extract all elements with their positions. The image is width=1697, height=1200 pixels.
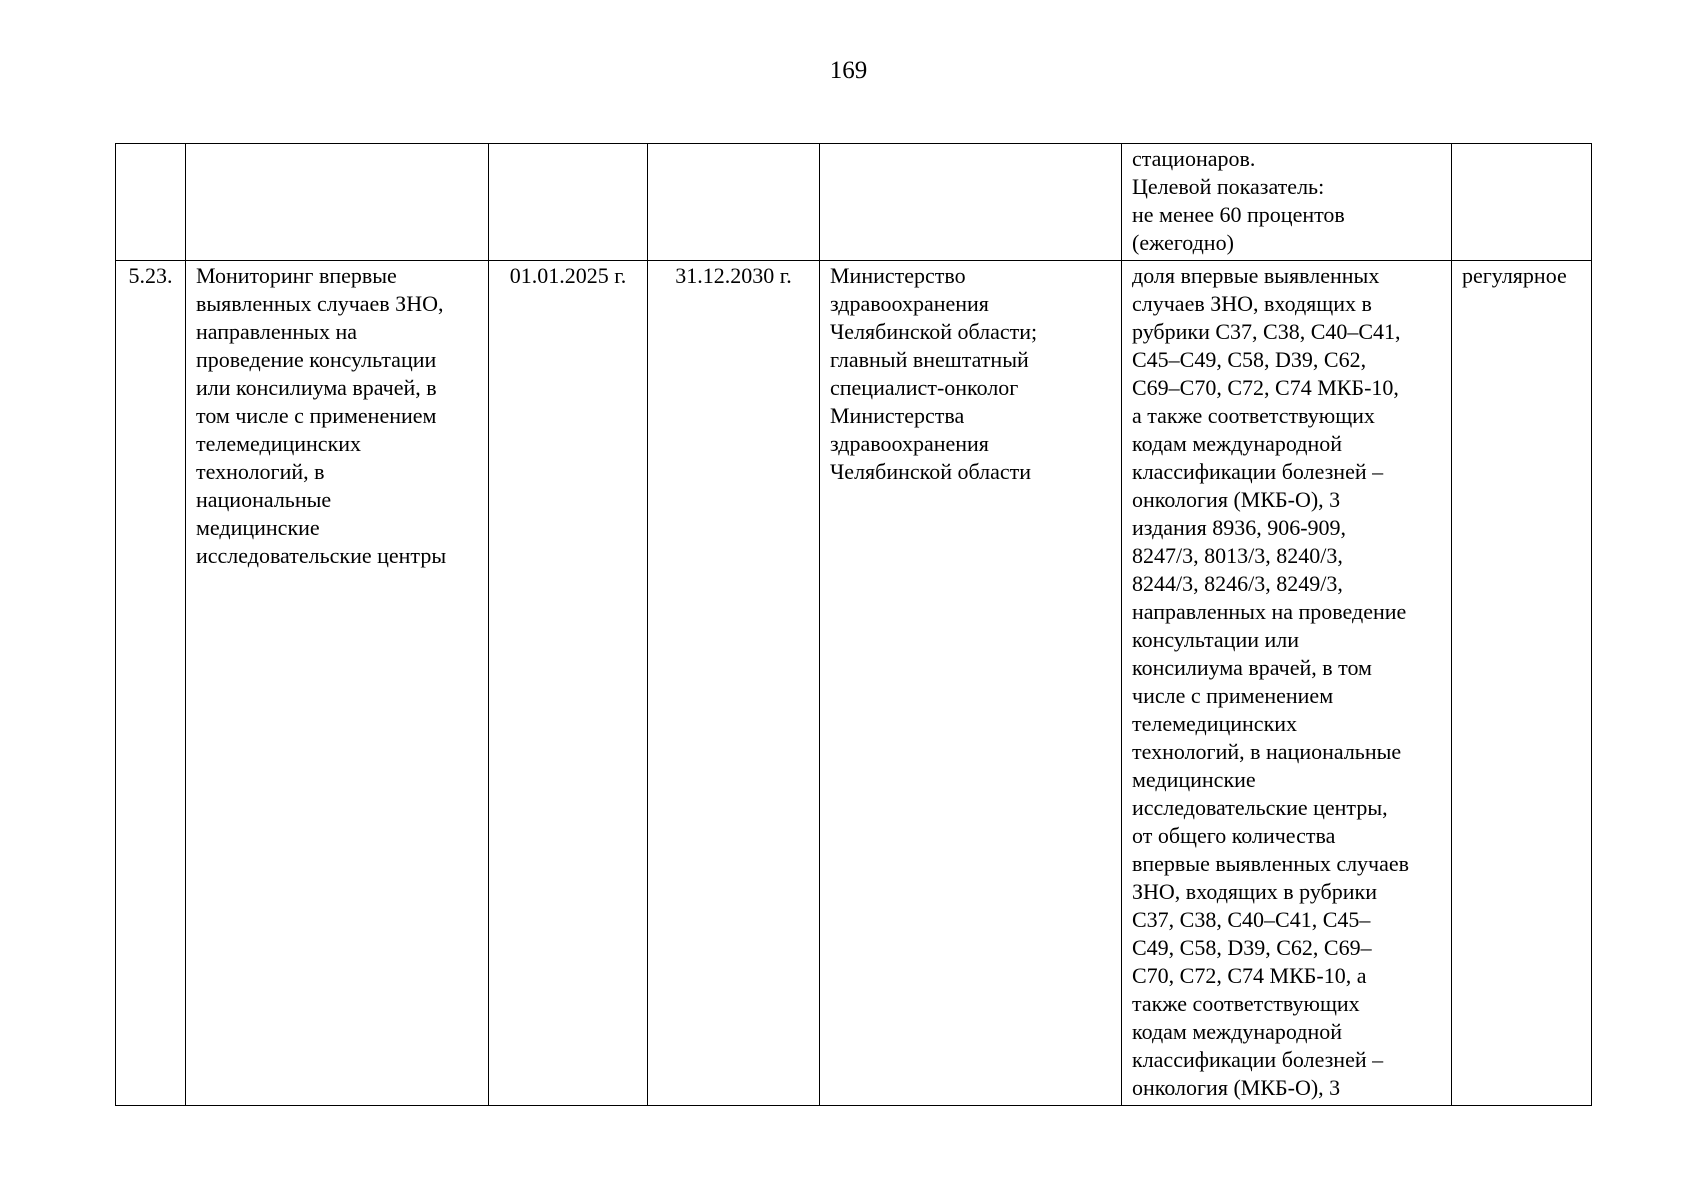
text-line: медицинские xyxy=(1132,767,1256,792)
text-line: направленных на проведение xyxy=(1132,599,1407,624)
text-line: исследовательские центры xyxy=(196,543,447,568)
text-line: консультации или xyxy=(1132,627,1300,652)
page-number: 169 xyxy=(829,57,868,84)
text-line: Министерство xyxy=(830,263,966,288)
text-line: доля впервые выявленных xyxy=(1132,263,1380,288)
text-line: классификации болезней – xyxy=(1132,459,1384,484)
cell-result xyxy=(1122,144,1452,261)
text-line: национальные xyxy=(196,487,332,512)
cell-responsible xyxy=(820,261,1122,1106)
text-line: выявленных случаев ЗНО, xyxy=(196,291,444,316)
text-line: впервые выявленных случаев xyxy=(1132,851,1410,876)
text-line: онкология (МКБ-О), 3 xyxy=(1132,1075,1341,1100)
text-line: от общего количества xyxy=(1132,823,1336,848)
text-line: телемедицинских xyxy=(196,431,362,456)
text-line: 8247/3, 8013/3, 8240/3, xyxy=(1132,543,1343,568)
text-line: С69–С70, С72, С74 МКБ-10, xyxy=(1132,375,1399,400)
text-line: С49, С58, D39, С62, С69– xyxy=(1132,935,1372,960)
text-line: специалист-онколог xyxy=(830,375,1019,400)
text-line: здравоохранения xyxy=(830,291,989,316)
text-line: случаев ЗНО, входящих в xyxy=(1132,291,1372,316)
text-line: технологий, в национальные xyxy=(1132,739,1402,764)
text-line: (ежегодно) xyxy=(1132,230,1234,255)
text-line: числе с применением xyxy=(1132,683,1334,708)
text-line: медицинские xyxy=(196,515,320,540)
cell-event xyxy=(186,261,489,1106)
text-line: С45–С49, С58, D39, С62, xyxy=(1132,347,1367,372)
text-line: не менее 60 процентов xyxy=(1132,202,1345,227)
text-line: или консилиума врачей, в xyxy=(196,375,437,400)
text-line: С70, С72, С74 МКБ-10, а xyxy=(1132,963,1367,988)
text-line: кодам международной xyxy=(1132,431,1343,456)
table-row xyxy=(116,261,1592,1106)
cell-frequency-empty xyxy=(1452,144,1592,261)
text-line: 8244/3, 8246/3, 8249/3, xyxy=(1132,571,1343,596)
cell-end-date-empty xyxy=(648,144,820,261)
text-line: издания 8936, 906-909, xyxy=(1132,515,1347,540)
text-line: главный внештатный xyxy=(830,347,1029,372)
text-line: а также соответствующих xyxy=(1132,403,1375,428)
text-line: технологий, в xyxy=(196,459,325,484)
text-line: телемедицинских xyxy=(1132,711,1298,736)
text-line: Челябинской области xyxy=(830,459,1032,484)
text-line: Целевой показатель: xyxy=(1132,174,1325,199)
text-line: С37, С38, С40–С41, С45– xyxy=(1132,907,1371,932)
cell-event-empty xyxy=(186,144,489,261)
text-line: здравоохранения xyxy=(830,431,989,456)
text-line: Челябинской области; xyxy=(830,319,1038,344)
text-line: Министерства xyxy=(830,403,965,428)
text-line: направленных на xyxy=(196,319,357,344)
cell-start-date: 01.01.2025 г. xyxy=(489,261,648,1106)
text-line: Мониторинг впервые xyxy=(196,263,397,288)
cell-number-empty xyxy=(116,144,186,261)
cell-frequency: регулярное xyxy=(1452,261,1592,1106)
text-line: исследовательские центры, xyxy=(1132,795,1388,820)
text-line: также соответствующих xyxy=(1132,991,1360,1016)
cell-responsible-empty xyxy=(820,144,1122,261)
plan-table xyxy=(115,143,1592,1106)
text-line: стационаров. xyxy=(1132,146,1256,171)
cell-number: 5.23. xyxy=(116,261,186,1106)
cell-end-date: 31.12.2030 г. xyxy=(648,261,820,1106)
cell-start-date-empty xyxy=(489,144,648,261)
text-line: ЗНО, входящих в рубрики xyxy=(1132,879,1377,904)
text-line: кодам международной xyxy=(1132,1019,1343,1044)
text-line: проведение консультации xyxy=(196,347,437,372)
text-line: том числе с применением xyxy=(196,403,437,428)
text-line: рубрики С37, С38, С40–С41, xyxy=(1132,319,1401,344)
table-row-continuation xyxy=(116,144,1592,261)
text-line: классификации болезней – xyxy=(1132,1047,1384,1072)
cell-result xyxy=(1122,261,1452,1106)
text-line: онкология (МКБ-О), 3 xyxy=(1132,487,1341,512)
text-line: консилиума врачей, в том xyxy=(1132,655,1372,680)
